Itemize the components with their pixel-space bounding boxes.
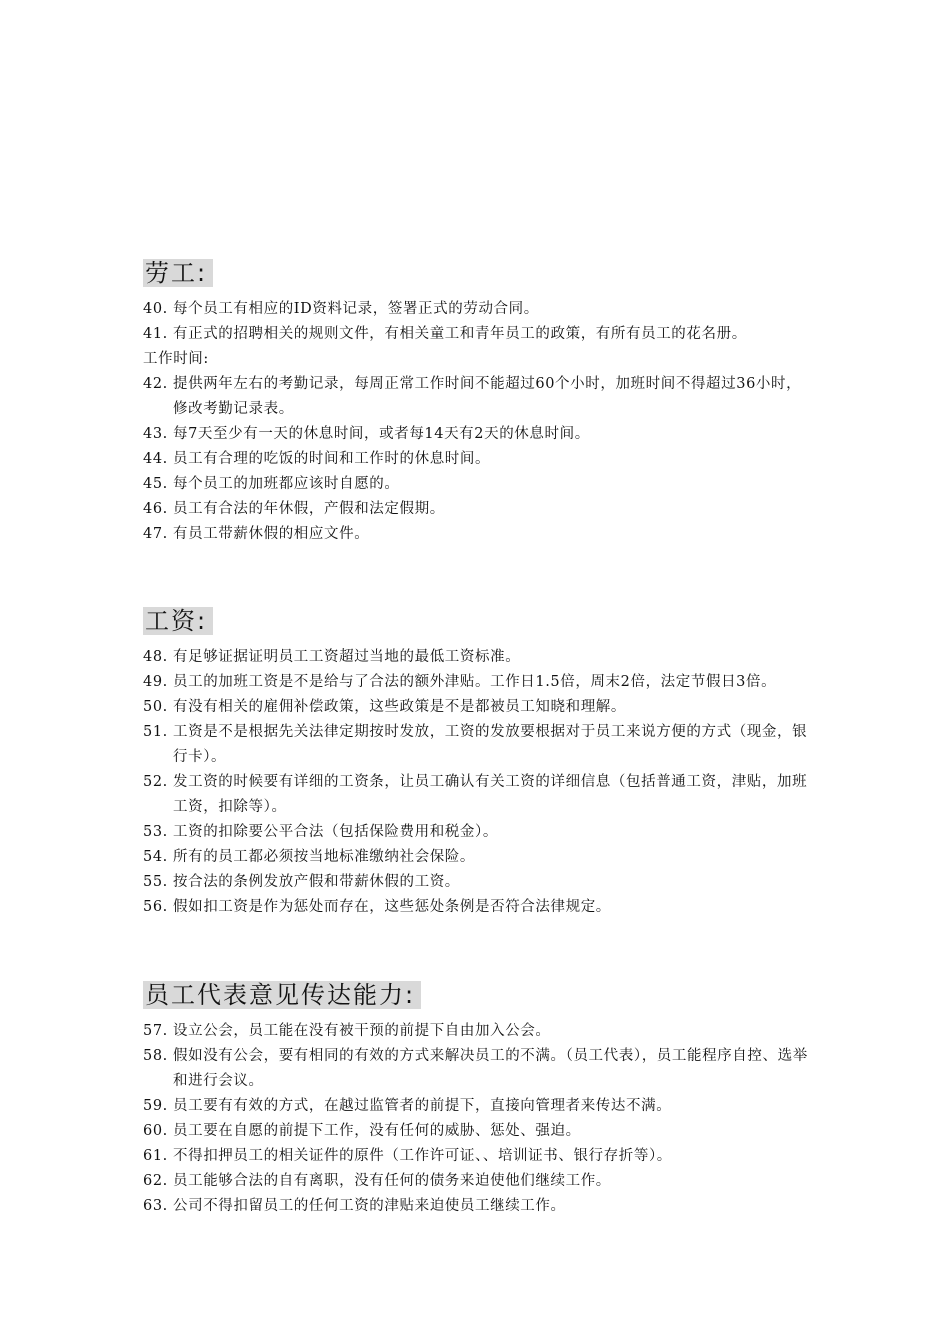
item-number: 55. (143, 874, 168, 890)
item-number: 59. (143, 1098, 168, 1114)
item-number: 54. (143, 849, 168, 865)
item-text: 发工资的时候要有详细的工资条，让员工确认有关工资的详细信息（包括普通工资，津贴，加班工资，扣除等）。 (173, 774, 808, 815)
item-text: 员工能够合法的自有离职，没有任何的债务来迫使他们继续工作。 (173, 1173, 611, 1189)
item-text: 每个员工的加班都应该时自愿的。 (173, 476, 400, 492)
item-number: 57. (143, 1023, 168, 1039)
item-number: 40. (143, 301, 168, 317)
section-heading-labor: 劳工: (143, 259, 213, 287)
item-text: 员工有合理的吃饭的时间和工作时的休息时间。 (173, 451, 491, 467)
item-number: 47. (143, 526, 168, 542)
item-text: 有没有相关的雇佣补偿政策，这些政策是不是都被员工知晓和理解。 (173, 699, 626, 715)
section-employee-representation (143, 981, 813, 1219)
labor-list (143, 297, 813, 347)
item-number: 44. (143, 451, 168, 467)
item-number: 42. (143, 376, 168, 392)
section-labor (143, 259, 813, 547)
list-item (143, 820, 813, 845)
section-heading-employee-representation: 员工代表意见传达能力: (143, 981, 421, 1009)
list-item (143, 870, 813, 895)
item-text: 员工有合法的年休假，产假和法定假期。 (173, 501, 445, 517)
list-item (143, 522, 813, 547)
item-number: 49. (143, 674, 168, 690)
item-text: 工资的扣除要公平合法（包括保险费用和税金）。 (173, 824, 498, 840)
list-item (143, 1094, 813, 1119)
section-wages (143, 607, 813, 920)
item-text: 工资是不是根据先关法律定期按时发放，工资的发放要根据对于员工来说方便的方式（现金，银行卡）。 (173, 724, 808, 765)
item-text: 提供两年左右的考勤记录，每周正常工作时间不能超过60个小时，加班时间不得超过36小时，修改考勤记录表。 (173, 376, 802, 417)
item-number: 45. (143, 476, 168, 492)
wages-list (143, 645, 813, 920)
item-text: 假如没有公会，要有相同的有效的方式来解决员工的不满。（员工代表），员工能程序自控、选举和进行会议。 (173, 1048, 808, 1089)
list-item (143, 422, 813, 447)
item-number: 50. (143, 699, 168, 715)
subheading-working-hours: 工作时间: (143, 351, 209, 367)
item-text: 设立公会，员工能在没有被干预的前提下自由加入公会。 (173, 1023, 551, 1039)
list-item (143, 720, 813, 770)
item-number: 43. (143, 426, 168, 442)
item-number: 61. (143, 1148, 168, 1164)
list-item (143, 645, 813, 670)
item-text: 有员工带薪休假的相应文件。 (173, 526, 370, 542)
list-item (143, 845, 813, 870)
list-item (143, 895, 813, 920)
list-item (143, 695, 813, 720)
list-item (143, 447, 813, 472)
item-number: 53. (143, 824, 168, 840)
list-item (143, 1119, 813, 1144)
item-text: 按合法的条例发放产假和带薪休假的工资。 (173, 874, 460, 890)
list-item (143, 1019, 813, 1044)
item-number: 56. (143, 899, 168, 915)
item-text: 员工要在自愿的前提下工作，没有任何的威胁、惩处、强迫。 (173, 1123, 581, 1139)
item-text: 假如扣工资是作为惩处而存在，这些惩处条例是否符合法律规定。 (173, 899, 611, 915)
list-item (143, 372, 813, 422)
item-number: 58. (143, 1048, 168, 1064)
list-item (143, 670, 813, 695)
item-text: 有正式的招聘相关的规则文件，有相关童工和青年员工的政策，有所有员工的花名册。 (173, 326, 747, 342)
item-number: 41. (143, 326, 168, 342)
item-text: 所有的员工都必须按当地标准缴纳社会保险。 (173, 849, 475, 865)
item-text: 每7天至少有一天的休息时间，或者每14天有2天的休息时间。 (173, 426, 590, 442)
list-item (143, 1169, 813, 1194)
list-item (143, 1194, 813, 1219)
list-item (143, 770, 813, 820)
list-item (143, 497, 813, 522)
item-text: 员工的加班工资是不是给与了合法的额外津贴。工作日1.5倍，周末2倍，法定节假日3倍。 (173, 674, 777, 690)
item-number: 60. (143, 1123, 168, 1139)
item-number: 51. (143, 724, 168, 740)
section-heading-wages: 工资: (143, 607, 213, 635)
item-text: 有足够证据证明员工工资超过当地的最低工资标准。 (173, 649, 521, 665)
list-item (143, 322, 813, 347)
item-text: 每个员工有相应的ID资料记录，签署正式的劳动合同。 (173, 301, 539, 317)
item-number: 48. (143, 649, 168, 665)
list-item (143, 1144, 813, 1169)
list-item (143, 472, 813, 497)
item-number: 46. (143, 501, 168, 517)
list-item (143, 1044, 813, 1094)
item-number: 62. (143, 1173, 168, 1189)
item-number: 63. (143, 1198, 168, 1214)
working-hours-list (143, 372, 813, 547)
item-text: 员工要有有效的方式，在越过监管者的前提下，直接向管理者来传达不满。 (173, 1098, 672, 1114)
list-item (143, 297, 813, 322)
item-number: 52. (143, 774, 168, 790)
item-text: 不得扣押员工的相关证件的原件（工作许可证、、培训证书、银行存折等）。 (173, 1148, 672, 1164)
representation-list (143, 1019, 813, 1219)
item-text: 公司不得扣留员工的任何工资的津贴来迫使员工继续工作。 (173, 1198, 566, 1214)
